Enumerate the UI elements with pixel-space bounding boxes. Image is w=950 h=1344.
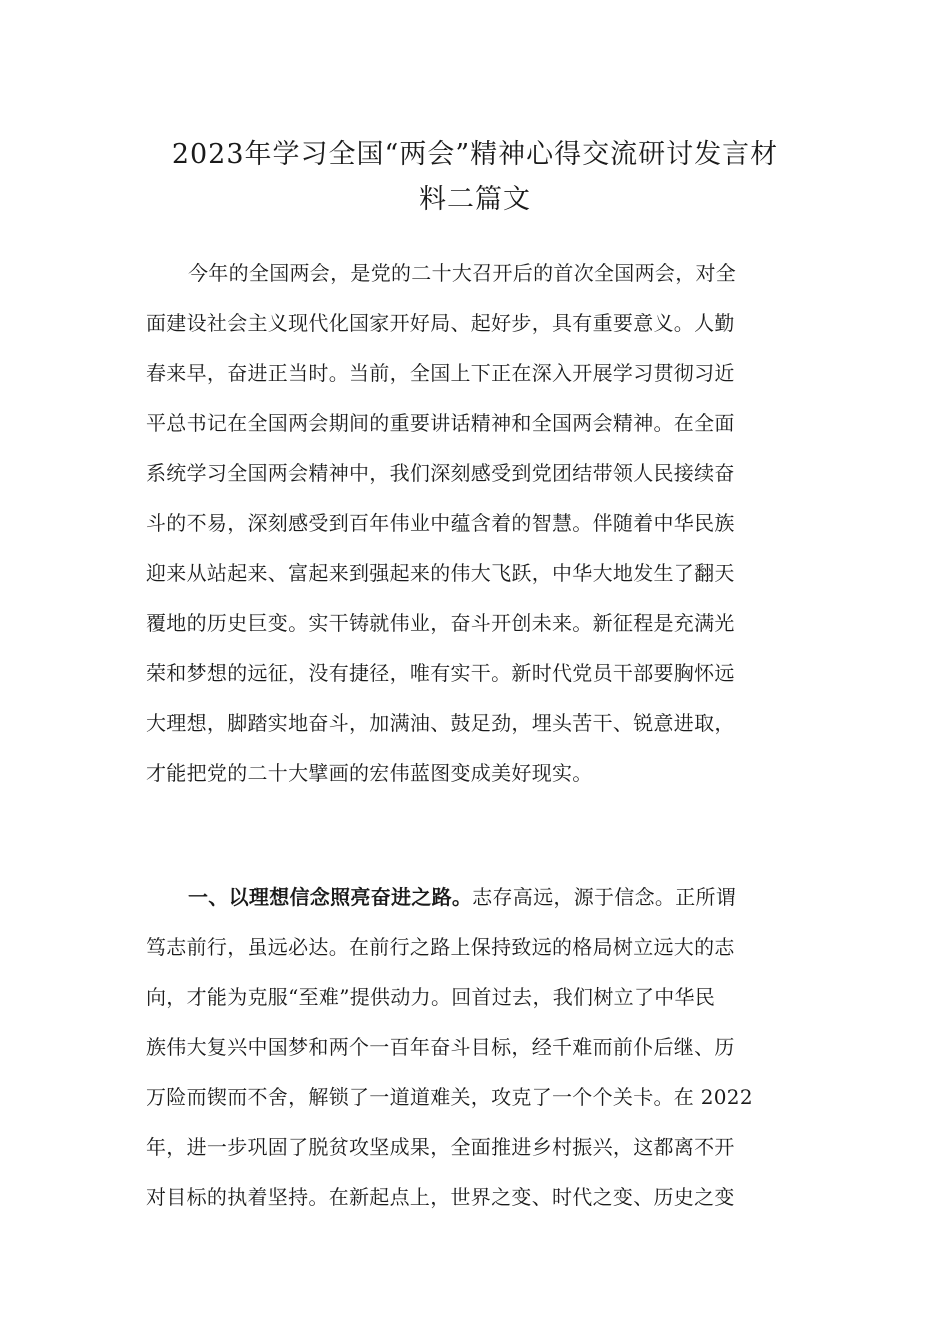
paragraph-line: 平总书记在全国两会期间的重要讲话精神和全国两会精神。在全面 <box>146 411 735 435</box>
paragraph-line: 春来早，奋进正当时。当前，全国上下正在深入开展学习贯彻习近 <box>146 361 735 385</box>
paragraph-line: 系统学习全国两会精神中，我们深刻感受到党团结带领人民接续奋 <box>146 461 735 485</box>
paragraph-line: 斗的不易，深刻感受到百年伟业中蕴含着的智慧。伴随着中华民族 <box>146 511 735 535</box>
section-first-line-text: 志存高远，源于信念。正所谓 <box>472 885 737 909</box>
paragraph-line: 覆地的历史巨变。实干铸就伟业，奋斗开创未来。新征程是充满光 <box>146 611 735 635</box>
paragraph-line: 万险而锲而不舍，解锁了一道道难关，攻克了一个个关卡。在 2022 <box>146 1085 753 1109</box>
paragraph-line: 今年的全国两会，是党的二十大召开后的首次全国两会，对全 <box>188 261 737 285</box>
paragraph-line: 大理想，脚踏实地奋斗，加满油、鼓足劲，埋头苦干、锐意进取， <box>146 711 735 735</box>
paragraph-line: 对目标的执着坚持。在新起点上，世界之变、时代之变、历史之变 <box>146 1185 735 1209</box>
paragraph-line: 笃志前行，虽远必达。在前行之路上保持致远的格局树立远大的志 <box>146 935 735 959</box>
section-one-paragraph <box>146 872 806 1222</box>
paragraph-line: 年，进一步巩固了脱贫攻坚成果，全面推进乡村振兴，这都离不开 <box>146 1135 735 1159</box>
paragraph-line: 面建设社会主义现代化国家开好局、起好步，具有重要意义。人勤 <box>146 311 735 335</box>
title-line-2: 料二篇文 <box>419 184 531 215</box>
paragraph-line: 荣和梦想的远征，没有捷径，唯有实干。新时代党员干部要胸怀远 <box>146 661 735 685</box>
paragraph-first-line <box>146 872 806 922</box>
intro-paragraph <box>146 248 806 798</box>
document-title <box>140 132 810 222</box>
title-line-1: 2023年学习全国“两会”精神心得交流研讨发言材 <box>171 139 779 170</box>
paragraph-line: 迎来从站起来、富起来到强起来的伟大飞跃，中华大地发生了翻天 <box>146 561 735 585</box>
paragraph-line: 向，才能为克服“至难”提供动力。回首过去，我们树立了中华民 <box>146 985 716 1009</box>
section-heading: 一、以理想信念照亮奋进之路。 <box>188 885 473 909</box>
paragraph-line: 才能把党的二十大擘画的宏伟蓝图变成美好现实。 <box>146 761 593 785</box>
paragraph-line: 族伟大复兴中国梦和两个一百年奋斗目标，经千难而前仆后继、历 <box>146 1035 735 1059</box>
